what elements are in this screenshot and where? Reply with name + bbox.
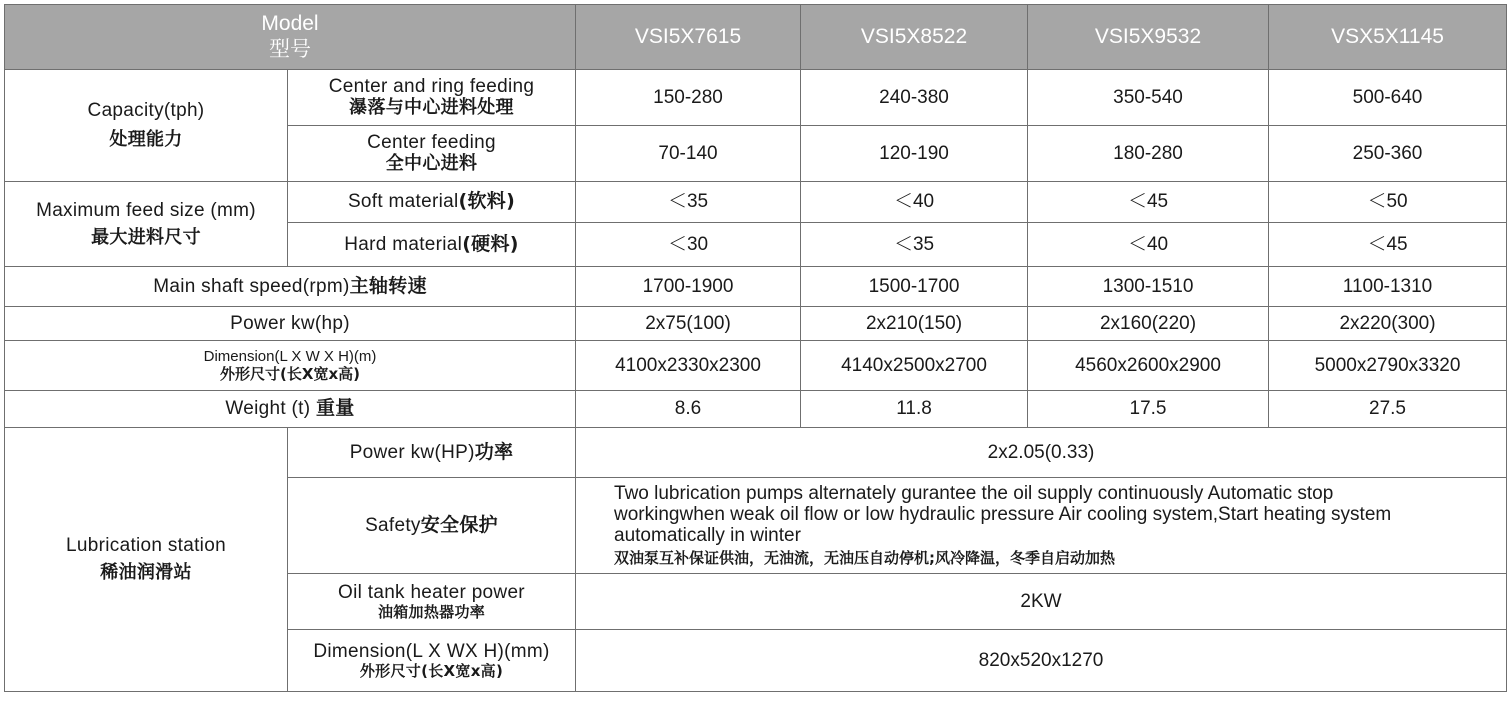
hard-feed-4: ＜45 xyxy=(1269,223,1507,267)
hard-material-label-cn: (硬料) xyxy=(462,232,519,255)
lubrication-label xyxy=(5,428,288,692)
capacity-label-cn: 处理能力 xyxy=(109,129,183,151)
ring-capacity-3: 350-540 xyxy=(1028,70,1269,126)
hard-feed-3: ＜40 xyxy=(1028,223,1269,267)
shaft-speed-1: 1700-1900 xyxy=(576,267,801,307)
dimension-label-cn: 外形尺寸(长X宽x高) xyxy=(220,364,360,383)
ring-capacity-4: 500-640 xyxy=(1269,70,1507,126)
table-row xyxy=(5,70,1507,126)
dimension-label xyxy=(5,341,576,391)
heater-label-cn: 油箱加热器功率 xyxy=(377,602,486,621)
weight-label-en: Weight (t) xyxy=(225,398,311,420)
table-row xyxy=(5,341,1507,391)
shaft-speed-3: 1300-1510 xyxy=(1028,267,1269,307)
spec-table xyxy=(4,4,1507,692)
header-row xyxy=(5,5,1507,70)
safety-text-en-3: automatically in winter xyxy=(614,524,801,546)
shaft-speed-label-cn: 主轴转速 xyxy=(349,274,427,297)
feed-size-label-cn: 最大进料尺寸 xyxy=(91,226,201,248)
safety-label xyxy=(288,478,576,574)
lube-power-label-en: Power kw(HP) xyxy=(349,441,475,463)
soft-material-label xyxy=(288,182,576,223)
lubrication-label-en: Lubrication station xyxy=(66,535,226,557)
model-label-en: Model xyxy=(261,12,319,36)
weight-4: 27.5 xyxy=(1269,391,1507,428)
center-capacity-1: 70-140 xyxy=(576,126,801,182)
model-header xyxy=(5,5,576,70)
power-2: 2x210(150) xyxy=(801,307,1028,341)
center-capacity-2: 120-190 xyxy=(801,126,1028,182)
hard-feed-1: ＜30 xyxy=(576,223,801,267)
center-feeding-label-en: Center feeding xyxy=(367,132,496,154)
lube-dimension-value: 820x520x1270 xyxy=(576,630,1507,692)
ring-capacity-1: 150-280 xyxy=(576,70,801,126)
power-label: Power kw(hp) xyxy=(5,307,576,341)
heater-label-en: Oil tank heater power xyxy=(338,581,525,603)
weight-2: 11.8 xyxy=(801,391,1028,428)
table-row xyxy=(5,182,1507,223)
model-col-3: VSI5X9532 xyxy=(1028,5,1269,70)
table-row xyxy=(5,391,1507,428)
capacity-label xyxy=(5,70,288,182)
center-feeding-label xyxy=(288,126,576,182)
dimension-2: 4140x2500x2700 xyxy=(801,341,1028,391)
capacity-label-en: Capacity(tph) xyxy=(87,100,205,122)
dimension-3: 4560x2600x2900 xyxy=(1028,341,1269,391)
safety-description xyxy=(576,478,1507,574)
shaft-speed-label xyxy=(5,267,576,307)
model-col-1: VSI5X7615 xyxy=(576,5,801,70)
feed-size-label-en: Maximum feed size (mm) xyxy=(36,199,256,221)
shaft-speed-label-en: Main shaft speed(rpm) xyxy=(153,275,350,297)
shaft-speed-2: 1500-1700 xyxy=(801,267,1028,307)
center-feeding-label-cn: 全中心进料 xyxy=(385,153,478,175)
weight-label xyxy=(5,391,576,428)
safety-text-en-2: workingwhen weak oil flow or low hydraulic pressure Air cooling system,Start heating system xyxy=(614,503,1392,525)
feed-size-label xyxy=(5,182,288,267)
table-row xyxy=(5,267,1507,307)
model-label-cn: 型号 xyxy=(269,36,311,61)
safety-label-en: Safety xyxy=(365,514,421,536)
heater-value: 2KW xyxy=(576,574,1507,630)
safety-text-en-1: Two lubrication pumps alternately gurantee the oil supply continuously Automatic stop xyxy=(614,483,1334,505)
dimension-4: 5000x2790x3320 xyxy=(1269,341,1507,391)
dimension-1: 4100x2330x2300 xyxy=(576,341,801,391)
weight-1: 8.6 xyxy=(576,391,801,428)
model-col-4: VSX5X1145 xyxy=(1269,5,1507,70)
soft-feed-2: ＜40 xyxy=(801,182,1028,223)
lube-dimension-label-en: Dimension(L X WX H)(mm) xyxy=(313,640,550,662)
hard-material-label-en: Hard material xyxy=(344,233,463,255)
center-capacity-3: 180-280 xyxy=(1028,126,1269,182)
lube-dimension-label-cn: 外形尺寸(长X宽x高) xyxy=(359,661,504,680)
soft-material-label-en: Soft material xyxy=(347,191,459,213)
lube-power-value: 2x2.05(0.33) xyxy=(576,428,1507,478)
weight-3: 17.5 xyxy=(1028,391,1269,428)
table-row xyxy=(5,307,1507,341)
lube-power-label xyxy=(288,428,576,478)
soft-feed-3: ＜45 xyxy=(1028,182,1269,223)
hard-feed-2: ＜35 xyxy=(801,223,1028,267)
weight-label-cn: 重量 xyxy=(316,397,355,420)
center-capacity-4: 250-360 xyxy=(1269,126,1507,182)
dimension-label-en: Dimension(L X W X H)(m) xyxy=(203,348,377,366)
soft-feed-1: ＜35 xyxy=(576,182,801,223)
ring-feeding-label xyxy=(288,70,576,126)
safety-label-cn: 安全保护 xyxy=(420,513,498,536)
power-1: 2x75(100) xyxy=(576,307,801,341)
power-3: 2x160(220) xyxy=(1028,307,1269,341)
hard-material-label xyxy=(288,223,576,267)
lube-dimension-label xyxy=(288,630,576,692)
safety-text-cn: 双油泵互补保证供油，无油流，无油压自动停机;风冷降温，冬季自启动加热 xyxy=(614,548,1116,567)
model-col-2: VSI5X8522 xyxy=(801,5,1028,70)
table-row xyxy=(5,428,1507,478)
heater-label xyxy=(288,574,576,630)
shaft-speed-4: 1100-1310 xyxy=(1269,267,1507,307)
power-4: 2x220(300) xyxy=(1269,307,1507,341)
ring-capacity-2: 240-380 xyxy=(801,70,1028,126)
lube-power-label-cn: 功率 xyxy=(474,440,514,463)
ring-feeding-label-cn: 瀑落与中心进料处理 xyxy=(349,97,514,119)
soft-material-label-cn: (软料) xyxy=(458,190,516,213)
soft-feed-4: ＜50 xyxy=(1269,182,1507,223)
ring-feeding-label-en: Center and ring feeding xyxy=(328,76,535,98)
lubrication-label-cn: 稀油润滑站 xyxy=(100,562,192,584)
